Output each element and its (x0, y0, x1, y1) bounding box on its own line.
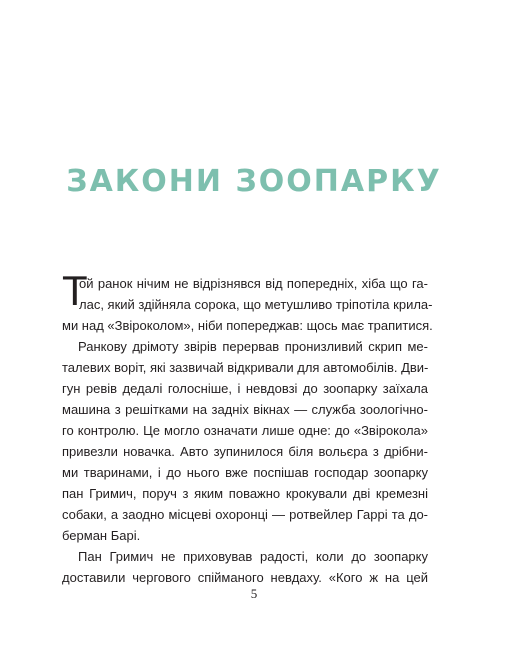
body-text (62, 267, 433, 588)
text-line: ой ранок нічим не відрізнявся від попередніх, хіба що га- (79, 276, 428, 291)
paragraph-2 (62, 336, 428, 546)
text-line: ми над «Звіроколом», ніби попереджав: щось має трапитися. (62, 318, 433, 333)
text-line: Пан Гримич не приховував радості, коли до зоопарку (78, 549, 428, 564)
text-line: машина з решітками на задніх вікнах — служба зоологічно- (62, 402, 428, 417)
chapter-title: ЗАКОНИ ЗООПАРКУ (66, 164, 442, 199)
paragraph-3 (62, 546, 428, 588)
text-line: пан Гримич, поруч з яким поважно крокували дві кремезні (62, 486, 428, 501)
text-line: Ранкову дрімоту звірів перервав пронизливий скрип ме- (78, 339, 428, 354)
text-line: берман Барі. (62, 528, 141, 543)
page-number: 5 (250, 586, 258, 601)
drop-cap: Т (62, 267, 88, 314)
text-line: ми тваринами, і до нього вже поспішав господар зоопарку (62, 465, 428, 480)
text-line: го контролю. Це могло означати лише одне: до «Звірокола» (62, 423, 428, 438)
paragraph-1 (62, 267, 433, 336)
text-line: лас, який здійняла сорока, що метушливо тріпотіла крила- (79, 297, 433, 312)
text-line: доставили чергового спійманого невдаху. «Кого ж на цей (62, 570, 428, 585)
text-line: привезли новачка. Авто зупинилося біля вольєра з дрібни- (62, 444, 428, 459)
text-line: собаки, а заодно місцеві охоронці — ротвейлер Гаррі та до- (62, 507, 428, 522)
text-line: гун ревів дедалі голосніше, і невдовзі до зоопарку заїхала (62, 381, 428, 396)
text-line: талевих воріт, які зазвичай відкривали для автомобілів. Дви- (62, 360, 429, 375)
